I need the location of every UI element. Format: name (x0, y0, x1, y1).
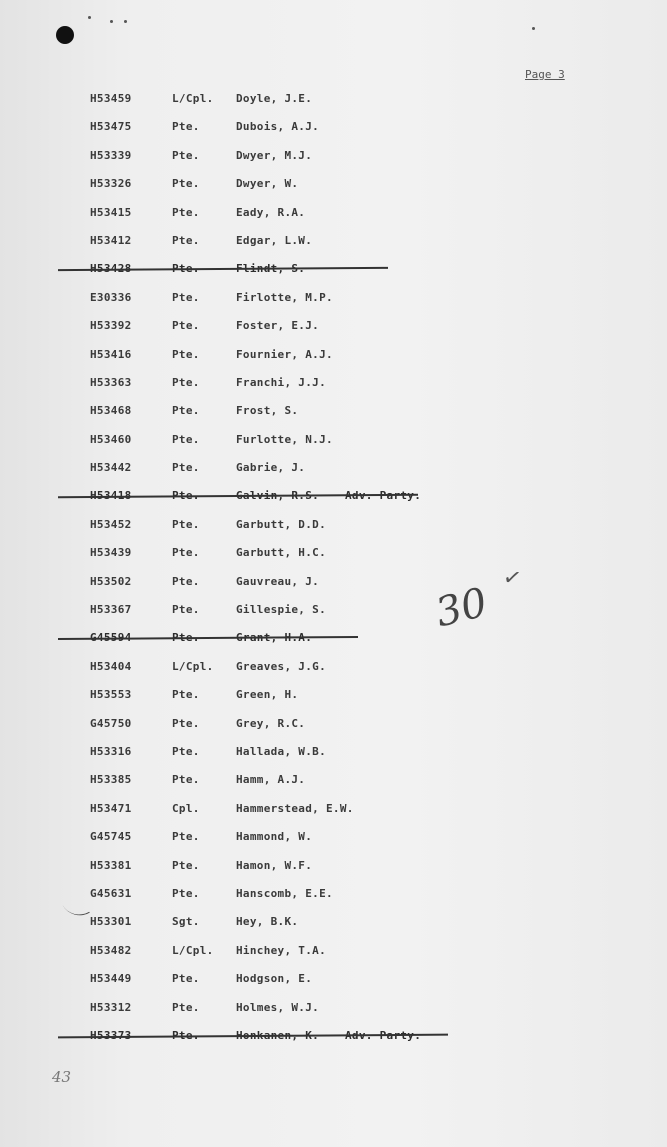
table-row (0, 852, 667, 880)
soldier-name: Hinchey, T.A. (236, 943, 326, 957)
service-number: H53367 (90, 603, 132, 617)
service-number: H53482 (90, 943, 132, 957)
rank: Pte. (172, 233, 200, 247)
service-number: H53442 (90, 461, 132, 475)
handwritten-total: 30 (431, 579, 492, 637)
soldier-name: Foster, E.J. (236, 319, 320, 333)
service-number: H53415 (90, 205, 132, 219)
table-row (0, 397, 667, 425)
soldier-name: Garbutt, D.D. (236, 517, 326, 531)
remark: Adv. Party. (345, 489, 422, 503)
rank: Pte. (172, 603, 200, 617)
table-row (0, 113, 667, 141)
rank: Pte. (172, 148, 200, 162)
service-number: H53439 (90, 546, 132, 560)
rank: Pte. (172, 517, 200, 531)
table-row (0, 227, 667, 255)
table-row (0, 908, 667, 936)
soldier-name: Galvin, R.S. (236, 489, 320, 503)
table-row (0, 511, 667, 539)
service-number: H53471 (90, 801, 132, 815)
rank: Pte. (172, 404, 200, 418)
service-number: H53502 (90, 574, 132, 588)
rank: Pte. (172, 432, 200, 446)
soldier-name: Furlotte, N.J. (236, 432, 333, 446)
service-number: H53460 (90, 432, 132, 446)
table-row (0, 823, 667, 851)
rank: Sgt. (172, 915, 200, 929)
soldier-name: Holmes, W.J. (236, 1000, 320, 1014)
table-row (0, 199, 667, 227)
table-row (0, 937, 667, 965)
table-row (0, 482, 667, 510)
page-number-label: Page 3 (525, 68, 565, 81)
table-row (0, 681, 667, 709)
corner-pencil-note: 43 (52, 1068, 72, 1086)
soldier-name: Green, H. (236, 688, 299, 702)
soldier-name: Hanscomb, E.E. (236, 886, 333, 900)
rank: Pte. (172, 347, 200, 361)
table-row (0, 85, 667, 113)
soldier-name: Dwyer, M.J. (236, 148, 313, 162)
table-row (0, 539, 667, 567)
soldier-name: Fournier, A.J. (236, 347, 333, 361)
rank: L/Cpl. (172, 943, 214, 957)
service-number: G45594 (90, 631, 132, 645)
rank: Pte. (172, 773, 200, 787)
ink-speck (110, 20, 113, 23)
rank: Pte. (172, 1028, 200, 1042)
soldier-name: Gillespie, S. (236, 603, 326, 617)
service-number: H53452 (90, 517, 132, 531)
service-number: H53301 (90, 915, 132, 929)
table-row (0, 170, 667, 198)
rank: Pte. (172, 177, 200, 191)
service-number: H53363 (90, 375, 132, 389)
service-number: H53553 (90, 688, 132, 702)
rank: Pte. (172, 574, 200, 588)
rank: Pte. (172, 631, 200, 645)
table-row (0, 568, 667, 596)
rank: L/Cpl. (172, 659, 214, 673)
soldier-name: Gauvreau, J. (236, 574, 320, 588)
soldier-name: Honkanen, K. (236, 1028, 320, 1042)
soldier-name: Flindt, S. (236, 262, 306, 276)
soldier-name: Hamon, W.F. (236, 858, 313, 872)
rank: Pte. (172, 858, 200, 872)
table-row (0, 312, 667, 340)
rank: Pte. (172, 461, 200, 475)
service-number: H53428 (90, 262, 132, 276)
ink-speck (532, 27, 535, 30)
service-number: H53312 (90, 1000, 132, 1014)
service-number: H53418 (90, 489, 132, 503)
table-row (0, 596, 667, 624)
table-row (0, 653, 667, 681)
rank: Pte. (172, 830, 200, 844)
soldier-name: Firlotte, M.P. (236, 290, 333, 304)
table-row (0, 766, 667, 794)
soldier-name: Hamm, A.J. (236, 773, 306, 787)
soldier-name: Dubois, A.J. (236, 120, 320, 134)
table-row (0, 624, 667, 652)
service-number: H53373 (90, 1028, 132, 1042)
rank: Pte. (172, 716, 200, 730)
table-row (0, 994, 667, 1022)
rank: Pte. (172, 262, 200, 276)
soldier-name: Greaves, J.G. (236, 659, 326, 673)
soldier-name: Grant, H.A. (236, 631, 313, 645)
soldier-name: Hey, B.K. (236, 915, 299, 929)
rank: Pte. (172, 886, 200, 900)
soldier-name: Hallada, W.B. (236, 744, 326, 758)
soldier-name: Grey, R.C. (236, 716, 306, 730)
table-row (0, 284, 667, 312)
service-number: G45745 (90, 830, 132, 844)
soldier-name: Hammerstead, E.W. (236, 801, 354, 815)
soldier-name: Gabrie, J. (236, 461, 306, 475)
service-number: H53392 (90, 319, 132, 333)
rank: Pte. (172, 290, 200, 304)
service-number: H53339 (90, 148, 132, 162)
service-number: G45631 (90, 886, 132, 900)
soldier-name: Eady, R.A. (236, 205, 306, 219)
rank: Pte. (172, 1000, 200, 1014)
rank: Pte. (172, 489, 200, 503)
table-row (0, 341, 667, 369)
service-number: H53449 (90, 972, 132, 986)
soldier-name: Franchi, J.J. (236, 375, 326, 389)
service-number: H53385 (90, 773, 132, 787)
soldier-name: Hodgson, E. (236, 972, 313, 986)
service-number: G45750 (90, 716, 132, 730)
rank: Pte. (172, 688, 200, 702)
table-row (0, 710, 667, 738)
rank: Pte. (172, 744, 200, 758)
table-row (0, 1022, 667, 1050)
soldier-name: Frost, S. (236, 404, 299, 418)
soldier-name: Edgar, L.W. (236, 233, 313, 247)
rank: Pte. (172, 972, 200, 986)
soldier-name: Doyle, J.E. (236, 92, 313, 105)
ink-speck (124, 20, 127, 23)
ink-speck (88, 16, 91, 19)
service-number: H53459 (90, 92, 132, 105)
service-number: H53316 (90, 744, 132, 758)
rank: Cpl. (172, 801, 200, 815)
remark: Adv. Party. (345, 1028, 422, 1042)
rank: Pte. (172, 120, 200, 134)
soldier-name: Hammond, W. (236, 830, 313, 844)
rank: Pte. (172, 375, 200, 389)
rank: Pte. (172, 546, 200, 560)
service-number: H53326 (90, 177, 132, 191)
service-number: H53404 (90, 659, 132, 673)
rank: Pte. (172, 205, 200, 219)
table-row (0, 454, 667, 482)
soldier-name: Dwyer, W. (236, 177, 299, 191)
rank: Pte. (172, 319, 200, 333)
table-row (0, 142, 667, 170)
service-number: H53412 (90, 233, 132, 247)
table-row (0, 965, 667, 993)
rank: L/Cpl. (172, 92, 214, 105)
table-row (0, 795, 667, 823)
soldier-name: Garbutt, H.C. (236, 546, 326, 560)
table-row (0, 880, 667, 908)
nominal-roll-list (0, 85, 667, 1050)
service-number: H53416 (90, 347, 132, 361)
check-mark: ✓ (500, 564, 524, 593)
service-number: H53475 (90, 120, 132, 134)
table-row (0, 369, 667, 397)
punch-hole (56, 26, 74, 44)
service-number: H53468 (90, 404, 132, 418)
table-row (0, 426, 667, 454)
table-row (0, 738, 667, 766)
service-number: E30336 (90, 290, 132, 304)
table-row (0, 255, 667, 283)
service-number: H53381 (90, 858, 132, 872)
